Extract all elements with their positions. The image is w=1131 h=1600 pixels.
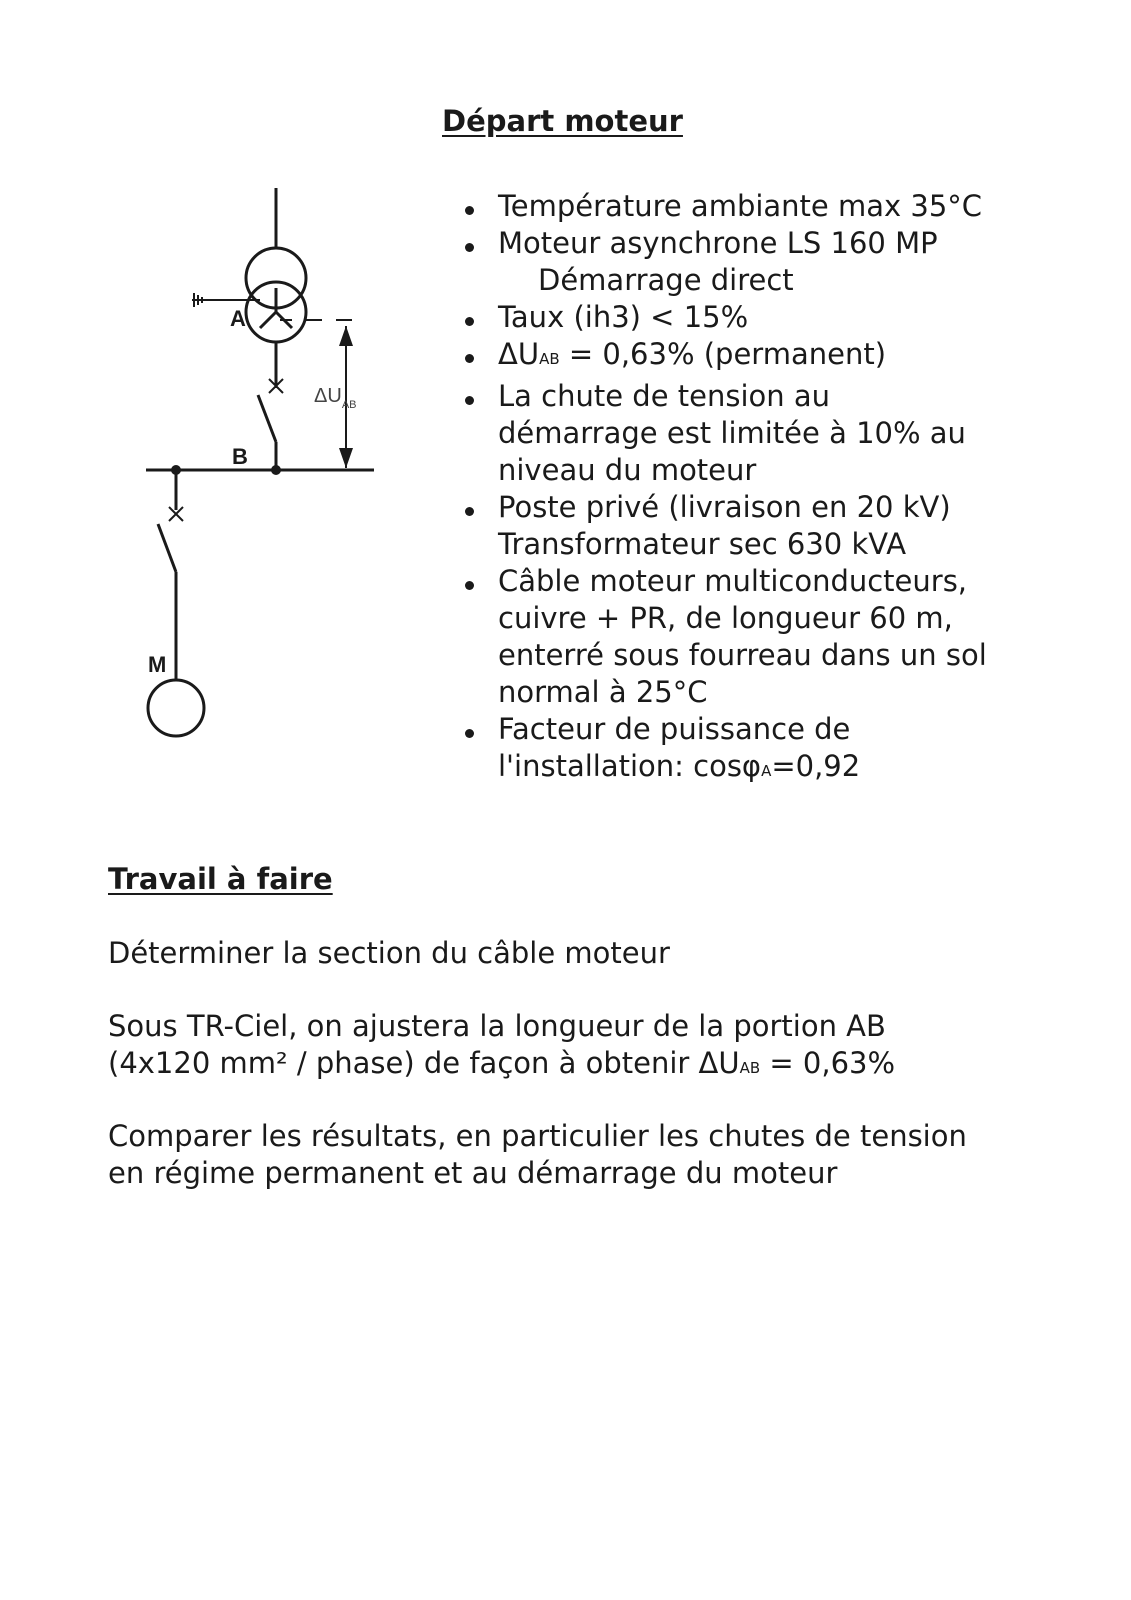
list-item: Taux (ih3) < 15% [462, 299, 1102, 336]
list-item: Poste privé (livraison en 20 kV) Transformateur sec 630 kVA [462, 489, 1102, 563]
task-paragraph-2: Sous TR-Ciel, on ajustera la longueur de la portion AB (4x120 mm² / phase) de façon à obtenir ΔUAB = 0,63% [108, 1009, 896, 1080]
breaker-ab-contact [258, 395, 276, 442]
list-item: Température ambiante max 35°C [462, 188, 1102, 225]
single-line-diagram [130, 180, 390, 760]
breaker-motor-contact [158, 524, 176, 572]
page-title: Départ moteur [442, 104, 683, 138]
diagram-delta-u-label: $\Delta U_{AB}$ [314, 385, 357, 411]
list-item: Facteur de puissance de l'installation: cosφA=0,92 [462, 711, 1102, 790]
task-paragraph-3: Comparer les résultats, en particulier les chutes de tension en régime permanent et au démarrage du moteur [108, 1119, 967, 1190]
task-heading: Travail à faire [108, 862, 333, 896]
diagram-label-b: B [232, 444, 248, 469]
task-paragraph-1: Déterminer la section du câble moteur [108, 936, 670, 970]
list-item: La chute de tension au démarrage est limitée à 10% au niveau du moteur [462, 378, 1102, 489]
busbar-node [171, 465, 181, 475]
diagram-label-m: M [148, 652, 167, 677]
list-item: Câble moteur multiconducteurs, cuivre + PR, de longueur 60 m, enterré sous fourreau dans un sol normal à 25°C [462, 563, 1102, 711]
delta-u-arrow-down [339, 448, 353, 468]
busbar-node [271, 465, 281, 475]
list-item: Moteur asynchrone LS 160 MP Démarrage direct [462, 225, 1102, 299]
spec-list [462, 188, 1102, 790]
diagram-label-a: A [230, 306, 246, 331]
star-symbol-leg [260, 312, 276, 328]
list-item: ΔUAB = 0,63% (permanent) [462, 336, 1102, 378]
delta-u-arrow-up [339, 326, 353, 346]
motor-symbol [148, 680, 204, 736]
